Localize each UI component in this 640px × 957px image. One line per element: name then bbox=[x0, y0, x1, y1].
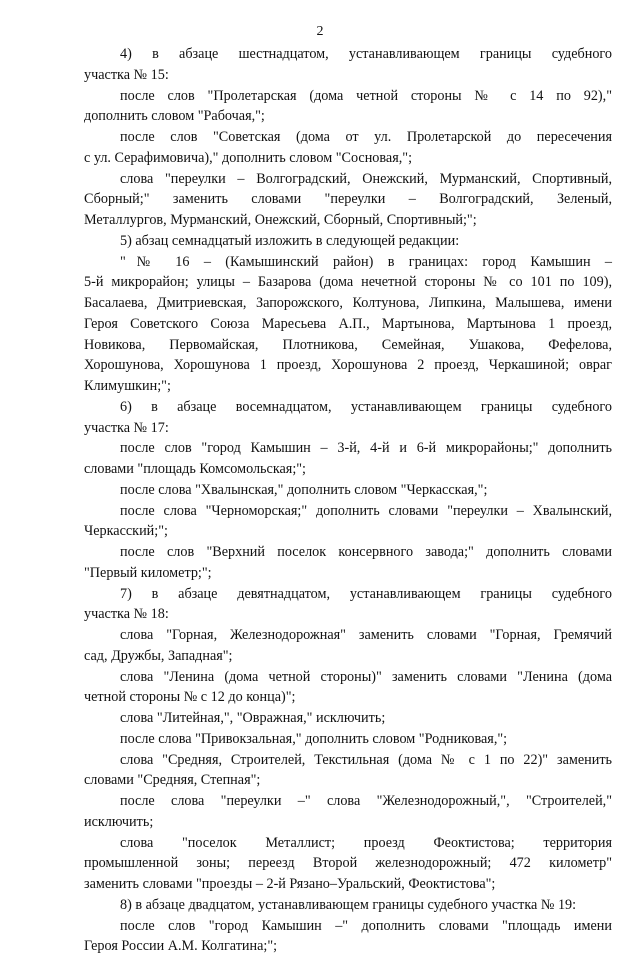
text-line: словами "Средняя, Степная"; bbox=[84, 772, 261, 789]
page-number: 2 bbox=[316, 24, 324, 39]
text-line: дополнить словом "Рабочая,"; bbox=[84, 108, 265, 125]
text-line: Сборный;" заменить словами "переулки – Волгоградский, Зеленый, bbox=[84, 191, 612, 208]
text-line: заменить словами "проезды – 2-й Рязано–Уральский, Феоктистова"; bbox=[84, 876, 496, 892]
text-line: после слов "город Камышин – 3-й, 4-й и 6-й микрорайоны;" дополнить bbox=[120, 440, 612, 457]
text-line: Героя России А.М. Колгатина;"; bbox=[84, 938, 278, 955]
text-line: Хорошунова, Хорошунова 1 проезд, Хорошунова 2 проезд, Черкашиной; овраг bbox=[84, 357, 612, 374]
text-line: слова "поселок Металлист; проезд Феоктистова; территория bbox=[120, 834, 612, 851]
text-line: участка № 18: bbox=[84, 606, 169, 623]
text-line: промышленной зоны; переезд Второй железнодорожный; 472 километр" bbox=[84, 855, 612, 872]
text-line: 4) в абзаце шестнадцатом, устанавливающем границы судебного bbox=[120, 46, 612, 62]
text-line: слова "переулки – Волгоградский, Онежский, Мурманский, Спортивный, bbox=[120, 170, 612, 187]
text-line: Басалаева, Дмитриевская, Запорожского, Колтунова, Липкина, Малышева, имени bbox=[84, 295, 612, 311]
text-line: Героя Советского Союза Маресьева А.П., Мартынова, Мартынова 1 проезд, bbox=[84, 315, 612, 332]
text-line: после слов "Советская (дома от ул. Пролетарской до пересечения bbox=[120, 129, 612, 145]
text-line: словами "площадь Комсомольская;"; bbox=[84, 461, 306, 477]
text-line: слова "Горная, Железнодорожная" заменить словами "Горная, Гремячий bbox=[120, 627, 612, 643]
text-line: после слова "Черноморская;" дополнить словами "переулки – Хвалынский, bbox=[120, 502, 612, 519]
text-line: сад, Дружбы, Западная"; bbox=[84, 647, 233, 664]
text-line: после слова "Привокзальная," дополнить словом "Родниковая,"; bbox=[120, 730, 508, 747]
text-line: после слов "Пролетарская (дома четной стороны № с 14 по 92)," bbox=[120, 87, 612, 104]
text-line: после слов "город Камышин –" дополнить словами "площадь имени bbox=[120, 917, 612, 934]
text-line: 7) в абзаце девятнадцатом, устанавливающем границы судебного bbox=[120, 585, 612, 602]
text-line: участка № 15: bbox=[84, 66, 169, 83]
text-line: 8) в абзаце двадцатом, устанавливающем границы судебного участка № 19: bbox=[120, 896, 577, 913]
text-line: Климушкин;"; bbox=[84, 378, 171, 394]
text-line: с ул. Серафимовича)," дополнить словом "Сосновая,"; bbox=[84, 149, 413, 166]
text-line: 5-й микрорайон; улицы – Базарова (дома нечетной стороны № со 101 по 109), bbox=[84, 274, 612, 291]
text-line: исключить; bbox=[84, 813, 154, 830]
text-line: Черкасский;"; bbox=[84, 523, 168, 540]
text-line: слова "Литейная,", "Овражная," исключить; bbox=[120, 710, 386, 726]
document-body bbox=[84, 44, 612, 957]
text-line: Новикова, Первомайская, Плотникова, Семейная, Ушакова, Фефелова, bbox=[84, 336, 612, 353]
text-line: слова "Ленина (дома четной стороны)" заменить словами "Ленина (дома bbox=[120, 668, 612, 685]
text-line: участка № 17: bbox=[84, 419, 169, 436]
text-line: Металлургов, Мурманский, Онежский, Сборный, Спортивный;"; bbox=[84, 212, 477, 228]
text-line: после слова "Хвалынская," дополнить словом "Черкасская,"; bbox=[120, 481, 488, 498]
text-line: после слов "Верхний поселок консервного завода;" дополнить словами bbox=[120, 544, 612, 560]
text-line: после слова "переулки –" слова "Железнодорожный,", "Строителей," bbox=[120, 793, 612, 809]
text-line: "Первый километр;"; bbox=[84, 564, 212, 581]
text-line: 6) в абзаце восемнадцатом, устанавливающем границы судебного bbox=[120, 398, 612, 415]
text-line: 5) абзац семнадцатый изложить в следующей редакции: bbox=[120, 232, 460, 249]
text-line: "№ 16 – (Камышинский район) в границах: город Камышин – bbox=[120, 253, 612, 270]
text-line: слова "Средняя, Строителей, Текстильная (дома № с 1 по 22)" заменить bbox=[120, 751, 612, 768]
text-line: четной стороны № с 12 до конца)"; bbox=[84, 689, 296, 706]
